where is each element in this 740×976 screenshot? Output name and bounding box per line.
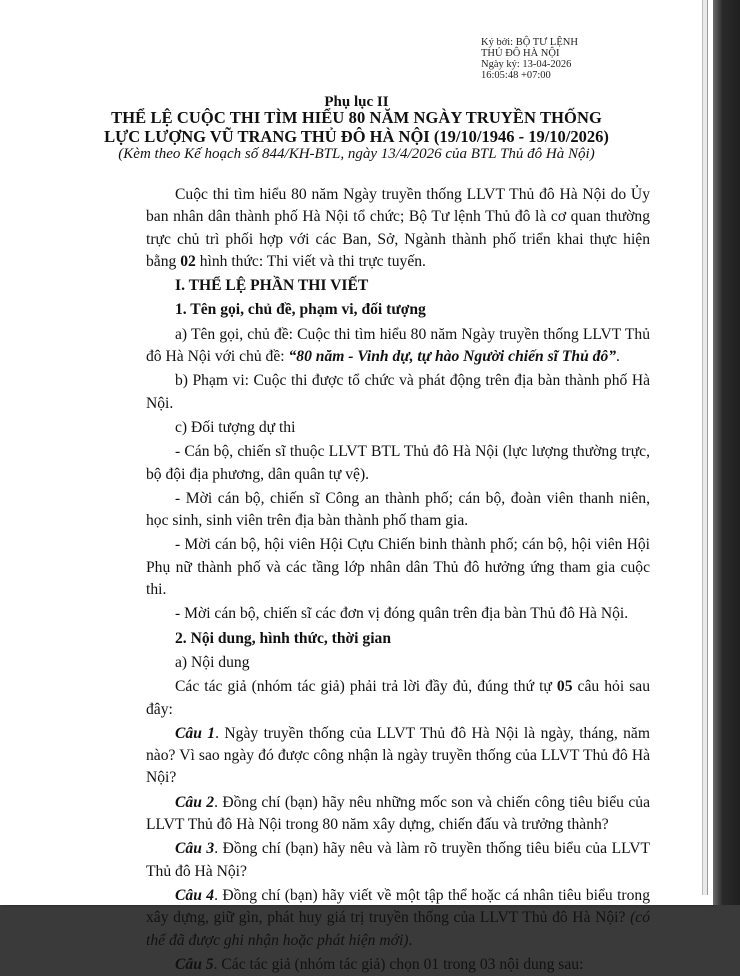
question-2: Câu 2. Đồng chí (bạn) hãy nêu những mốc son và chiến công tiêu biểu của LLVT Thủ đô Hà Nội trong 80 năm xây dựng, chiến đấu và trưởng thành? <box>146 793 650 834</box>
signature-time: 16:05:48 +07:00 <box>481 70 551 81</box>
question-4: Câu 4. Đồng chí (bạn) hãy viết về một tập thể hoặc cá nhân tiêu biểu trong xây dựng, giữ gìn, phát huy giá trị truyền thống của LLVT Thủ đô Hà Nội? (có thể đã được ghi nhận hoặc phát hiện mới). <box>146 886 650 949</box>
participant-item: - Cán bộ, chiến sĩ thuộc LLVT BTL Thủ đô Hà Nội (lực lượng thường trực, bộ đội địa phương, dân quân tự vệ). <box>146 443 650 483</box>
paragraph-c-participants: c) Đối tượng dự thi <box>175 418 296 436</box>
signature-date: Ngày ký: 13-04-2026 <box>481 59 572 70</box>
document-title-line2: LỰC LƯỢNG VŨ TRANG THỦ ĐÔ HÀ NỘI (19/10/1946 - 19/10/2026) <box>104 127 609 146</box>
question-3: Câu 3. Đồng chí (bạn) hãy nêu và làm rõ truyền thống tiêu biểu của LLVT Thủ đô Hà Nội? <box>146 840 650 880</box>
participant-item: - Mời cán bộ, hội viên Hội Cựu Chiến binh thành phố; cán bộ, hội viên Hội Phụ nữ thành phố và các tầng lớp nhân dân Thủ đô hưởng ứng tham gia cuộc thi. <box>146 536 650 599</box>
document-body <box>146 184 650 976</box>
questions-intro: Các tác giả (nhóm tác giả) phải trả lời đầy đủ, đúng thứ tự 05 câu hỏi sau đây: <box>146 678 650 718</box>
signature-organization: THỦ ĐÔ HÀ NỘI <box>481 48 560 59</box>
contest-theme: “80 năm - Vinh dự, tự hào Người chiến sĩ Thủ đô” <box>288 348 617 366</box>
background-edge <box>713 0 740 905</box>
digital-signature-stamp <box>481 37 578 81</box>
content-label: a) Nội dung <box>175 653 250 671</box>
document-subtitle: (Kèm theo Kế hoạch số 844/KH-BTL, ngày 13/4/2026 của BTL Thủ đô Hà Nội) <box>118 146 595 162</box>
signature-signer: Ký bởi: BỘ TƯ LỆNH <box>481 37 578 48</box>
appendix-label: Phụ lục II <box>324 94 389 110</box>
question-1: Câu 1. Ngày truyền thống của LLVT Thủ đô Hà Nội là ngày, tháng, năm nào? Vì sao ngày đó được công nhận là ngày truyền thống của LLVT Thủ đô Hà Nội? <box>146 724 650 787</box>
question-5: Câu 5. Các tác giả (nhóm tác giả) chọn 01 trong 03 nội dung sau: <box>175 955 584 973</box>
intro-paragraph: Cuộc thi tìm hiểu 80 năm Ngày truyền thống LLVT Thủ đô Hà Nội do Ủy ban nhân dân thành phố Hà Nội tổ chức; Bộ Tư lệnh Thủ đô là cơ quan thường trực chủ trì phối hợp với các Ban, Sở, Ngành thành phố triển khai thực hiện bằng 02 hình thức: Thi viết và thi trực tuyến. <box>146 186 650 270</box>
paragraph-a-theme: a) Tên gọi, chủ đề: Cuộc thi tìm hiểu 80 năm Ngày truyền thống LLVT Thủ đô Hà Nội với chủ đề: “80 năm - Vinh dự, tự hào Người chiến sĩ Thủ đô”. <box>146 325 650 366</box>
paragraph-b-scope: b) Phạm vi: Cuộc thi được tổ chức và phát động trên địa bàn thành phố Hà Nội. <box>146 372 650 412</box>
document-title-line1: THỂ LỆ CUỘC THI TÌM HIỂU 80 NĂM NGÀY TRUYỀN THỐNG <box>111 108 602 127</box>
page-edge-fold <box>702 0 708 895</box>
subsection-heading-1: 1. Tên gọi, chủ đề, phạm vi, đối tượng <box>175 301 426 319</box>
subsection-heading-2: 2. Nội dung, hình thức, thời gian <box>175 629 392 647</box>
section-heading-1: I. THỂ LỆ PHẦN THI VIẾT <box>175 277 369 295</box>
participant-item: - Mời cán bộ, chiến sĩ Công an thành phố; cán bộ, đoàn viên thanh niên, học sinh, sinh viên trên địa bàn thành phố tham gia. <box>146 489 650 530</box>
participant-item: - Mời cán bộ, chiến sĩ các đơn vị đóng quân trên địa bàn Thủ đô Hà Nội. <box>175 605 629 623</box>
